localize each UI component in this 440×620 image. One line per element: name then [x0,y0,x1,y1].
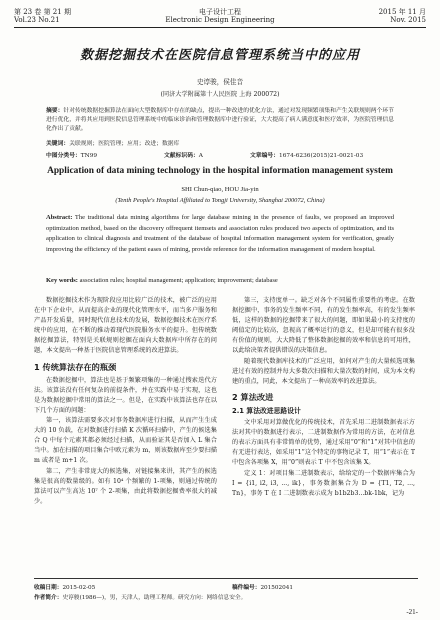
footnote-rule [34,578,418,579]
header-date-cn: 2015 年 11 月 [378,8,426,16]
affiliation-en: (Tenth People's Hospital Affiliated to Tongji University, Shanghai 200072, China) [115,197,325,204]
manuscript-number [232,582,293,591]
authors-cn: 史谆骏，侯佳音 [196,78,244,86]
doc-code-label: 文献标识码： [164,153,199,159]
received-date [34,582,95,591]
keywords-cn [46,138,394,147]
paragraph: 第二，产生非常庞大的候选集，对链接集来讲，其产生的候选集是很高的数量级的。如有 10⁴ 个频繁的 1-项集，则通过传统的算法可以产生高达 10⁷ 个 2-项集，由此将数据挖掘费率很大的减少。 [34,467,217,505]
title-cn: 数据挖掘技术在医院信息管理系统当中的应用 [79,48,360,63]
paragraph: 在数据挖掘中，算法也是基于频繁项集的一种通过搜索迭代方法。该算法没有任何复杂的前提条件，并在实践中易于实现，这也是为数据挖掘中常用的算法之一。但是，在实践中该算法也存在以下几个方面的问题： [34,376,217,414]
keywords-cn-label: 关键词： [46,141,70,147]
abstract-en [46,213,394,255]
clc-label: 中图分类号： [46,153,81,159]
article-number-label: 文章编号： [250,153,279,159]
article-number [250,150,363,159]
body-column-left [34,296,217,507]
header-volume-en: Vol.23 No.21 [14,16,60,24]
author-bio-label: 作者简介： [34,595,63,601]
section-heading: 2 算法改进 [232,391,274,402]
abstract-cn [46,107,394,135]
article-number-value: 1674-6236(2015)21-0021-03 [279,153,364,159]
subsection-heading: 2.1 算法改进思路设计 [232,406,301,415]
page-number: -21- [406,608,418,616]
received-value: 2015-02-05 [62,585,96,591]
paragraph: 文中采用对算做优化的传统技术，首先采用二进制数据表示方法对其中的数据进行表示，二进制数据作为常用的方法，在对信息的表示方面具有非常简单的优势，通过采用“0”和“1”对其中信息的有无进行表达，如采用“1”这个特定的事物记录 T，用“1”表示在 T 中包含各项集 X，用“0”则表示 T 中不包含该集 X。 [232,419,415,467]
keywords-en-text: association rules; hospital management; application; improvement; database [79,277,278,284]
author-bio-text: 史谆骏(1986—)，男，天津人，助理工程师。研究方向：网络信息安全。 [62,595,247,601]
header-journal-cn: 电子设计工程 [199,8,241,16]
doc-code [164,150,203,159]
keywords-en [46,277,394,284]
paragraph: 第三，支持度单一。缺乏对各个不同属性重要性的考虑。在数据挖掘中，事务的发生频率不同，有的发生频率高，有的发生频率低，这样的数据的挖掘带来了很大的问题，即如果最小的支持度的阈值定的比较高，忽视高了概率运行的意义，但是却可能有很多没有价值的规则，大大降低了整体数据挖掘的效率和信息的可用性，以此给决策者提供错误的决策信息。 [232,297,415,355]
header-date [379,8,426,24]
abstract-cn-label: 摘要： [46,108,64,114]
title-en: Application of data mining technology in the hospital information management system [47,166,393,176]
clc-code [46,150,97,159]
author-bio [34,592,246,601]
header-date-en: Nov. 2015 [390,16,426,24]
header-volume-cn: 第 23 卷 第 21 期 [14,8,71,16]
header-rule [14,27,426,28]
header-journal-en: Electronic Design Engineering [165,16,275,24]
header-journal [14,8,426,24]
abstract-cn-text: 针对传统数据挖掘算法在面向大型数据库中存在的缺点，提出一种改进的优化方法，通过对发现频繁项集和产生关联规则两个环节进行优化，并将其应用到医院信息管理系统中的临床诊治和管理数据库中进行验证，大大提高了病人满意度和医疗效率，为医院管理信息化作出了贡献。 [46,108,394,133]
section-heading: 1 传统算法存在的瓶颈 [34,361,117,372]
abstract-en-text: The traditional data mining algorithms for large database mining in the presence of faults, we proposed an improved optimization method, based on the discovery offrequent itemsets and association rules produced two aspects of optimization, and its application to clinical diagnosis and treatment of the database of hospital information management system for verification, greatly improving the efficiency of the patient eases of mining, provide reference for the information management of modern hospital. [46,214,394,253]
manuscript-label: 稿件编号： [232,585,261,591]
affiliation-cn: (同济大学附属第十人民医院 上海 200072) [160,91,280,98]
keywords-en-label: Key words: [46,277,78,284]
doc-code-value: A [198,153,203,159]
body-column-right [232,296,415,499]
clc-value: TN99 [80,153,98,159]
authors-en: SHI Chun-qiao, HOU Jia-yin [181,186,259,193]
paragraph: 随着现代数据库技术的广泛应用，如何对产生的大量候选项集进过有效的控制并每大多数次扫描和大量次数的时间，成为本文构建的重点，同此，本文提出了一种高效率的改进算法。 [232,357,415,385]
received-label: 收稿日期： [34,585,63,591]
classification-row [46,150,394,159]
manuscript-value: 201502041 [260,585,294,591]
paragraph: 第一，该算法需要多次对事务数据库进行扫描，从而产生生成大的 10 负载，在对数据进行扫描 K 次循环扫描中，产生的候选集合 Q 中每个元素其都必须经过扫描，从而验证其是否加入 L 集合当中。加在扫描的项目集合中欧元素为 m，则该数据库至少要扫描 m 或者是 m+1 次。 [34,417,217,465]
paragraph: 定义 1：对项目集二进制数表示，给给定的一个数据库集合为 I = {i1, i2, i3, ..., ik}，事务数据集合为 D = {T1, T2, ..., Tn}，事务 T 在 I 二进制数表示成为 b1b2b3...bk-1bk，记为 [232,469,415,497]
abstract-en-label: Abstract: [46,214,73,221]
paragraph: 数据挖掘技术作为现阶段应用比较广泛的技术，被广泛的应用在中下企业中，从而提高企业的现代化管理水平，而当多户服务和产品开发质量，同时现代信息技术的发展，数据挖掘技术在医疗系统中的应用，在不断的推动着现代医院服务水平的提升。但传统数据挖掘算法，特别是关联规则挖掘在面向大数据库中所存在的问题，本文提出一种基于医院信息管理系统的改进算法。 [34,297,217,355]
keywords-cn-text: 关联规则；医院管理；应用；改进；数据库 [69,141,180,147]
